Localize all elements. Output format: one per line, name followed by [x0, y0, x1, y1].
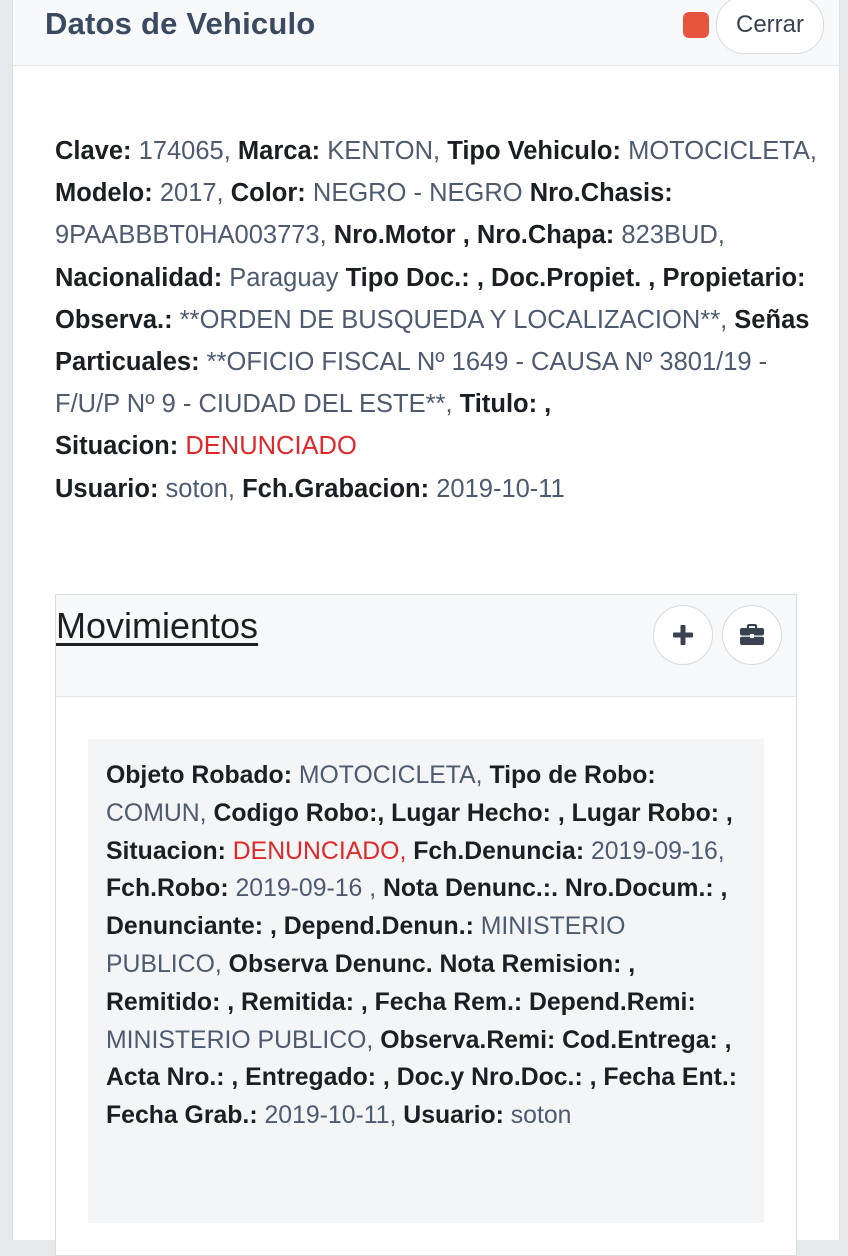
plus-icon [672, 624, 694, 646]
situacion-value: DENUNCIADO [185, 432, 357, 461]
movimientos-panel [55, 594, 797, 1256]
observa-value: **ORDEN DE BUSQUEDA Y LOCALIZACION**, [179, 305, 728, 334]
page-title: Datos de Vehiculo [45, 6, 316, 41]
senas-value: **OFICIO FISCAL Nº 1649 - CAUSA Nº 3801/19 - F/U/P Nº 9 - CIUDAD DEL ESTE**, [55, 348, 768, 419]
observa-remi-label: Observa.Remi: Cod.Entrega: , Acta Nro.: , Entregado: , Doc.y Nro.Doc.: , Fecha Ent.: Fecha Grab.: [106, 1026, 738, 1130]
chasis-label: Nro.Chasis: [529, 179, 673, 208]
chapa-value: 823BUD, [621, 221, 725, 250]
tipo-vehiculo-label: Tipo Vehiculo: [447, 137, 621, 165]
mov-situacion-value: DENUNCIADO, [232, 837, 407, 865]
movimientos-header [56, 595, 796, 697]
nacionalidad-label: Nacionalidad: [55, 263, 223, 292]
mov-usuario-value: soton [510, 1102, 572, 1130]
fch-robo-label: Fch.Robo: [106, 875, 229, 903]
senas-label: Señas Particuales: [55, 305, 810, 377]
marca-label: Marca: [237, 137, 321, 165]
depend-remi-value: MINISTERIO PUBLICO, [106, 1026, 374, 1054]
depend-denun-value: MINISTERIO PUBLICO, [106, 913, 626, 978]
movement-record [88, 739, 764, 1223]
modelo-label: Modelo: [55, 179, 153, 208]
usuario-value: soton, [165, 474, 235, 503]
clave-label: Clave: [55, 137, 132, 165]
fch-grabacion-value: 2019-10-11 [436, 474, 565, 503]
observa-denunc-label: Observa Denunc. Nota Remision: , Remitido: , Remitida: , Fecha Rem.: Depend.Remi: [106, 950, 696, 1016]
modelo-value: 2017, [159, 179, 224, 208]
chasis-value: 9PAABBBT0HA003773, [55, 221, 327, 250]
vehicle-info [55, 130, 825, 510]
objeto-value: MOTOCICLETA, [298, 762, 483, 789]
briefcase-icon [739, 624, 765, 646]
movimientos-title[interactable]: Movimientos [56, 605, 259, 646]
nacionalidad-value: Paraguay [229, 263, 339, 292]
marca-value: KENTON, [327, 137, 441, 165]
briefcase-button[interactable] [722, 605, 782, 665]
codigo-robo-label: Codigo Robo:, Lugar Hecho: , Lugar Robo: , Situacion: [106, 799, 733, 865]
objeto-label: Objeto Robado: [106, 762, 292, 789]
card-header [13, 0, 839, 66]
chapa-label: Nro.Chapa: [476, 221, 615, 250]
status-indicator [683, 12, 709, 38]
fch-denuncia-label: Fch.Denuncia: [413, 837, 585, 865]
fecha-grab-value: 2019-10-11, [264, 1102, 397, 1130]
vehicle-card [12, 0, 840, 1240]
add-movement-button[interactable] [653, 605, 713, 665]
nota-denunc-label: Nota Denunc.:. Nro.Docum.: , Denunciante: , Depend.Denun.: [106, 875, 728, 941]
tipo-doc-label: Tipo Doc.: , Doc.Propiet. , Propietario: [345, 263, 806, 292]
fch-denuncia-value: 2019-09-16, [590, 837, 725, 865]
tipo-robo-value: COMUN, [106, 799, 207, 827]
clave-value: 174065, [138, 137, 231, 165]
observa-label: Observa.: [55, 305, 173, 334]
usuario-label: Usuario: [55, 474, 159, 503]
motor-label: Nro.Motor , [333, 221, 470, 250]
color-value: NEGRO - NEGRO [312, 179, 523, 208]
close-button[interactable]: Cerrar [716, 0, 824, 54]
fch-robo-value: 2019-09-16 , [235, 875, 377, 903]
fch-grabacion-label: Fch.Grabacion: [242, 474, 430, 503]
situacion-label: Situacion: [55, 432, 179, 461]
tipo-vehiculo-value: MOTOCICLETA, [628, 137, 818, 165]
tipo-robo-label: Tipo de Robo: [489, 762, 656, 789]
color-label: Color: [230, 179, 306, 208]
titulo-label: Titulo: , [459, 390, 552, 419]
mov-usuario-label: Usuario: [403, 1102, 504, 1130]
